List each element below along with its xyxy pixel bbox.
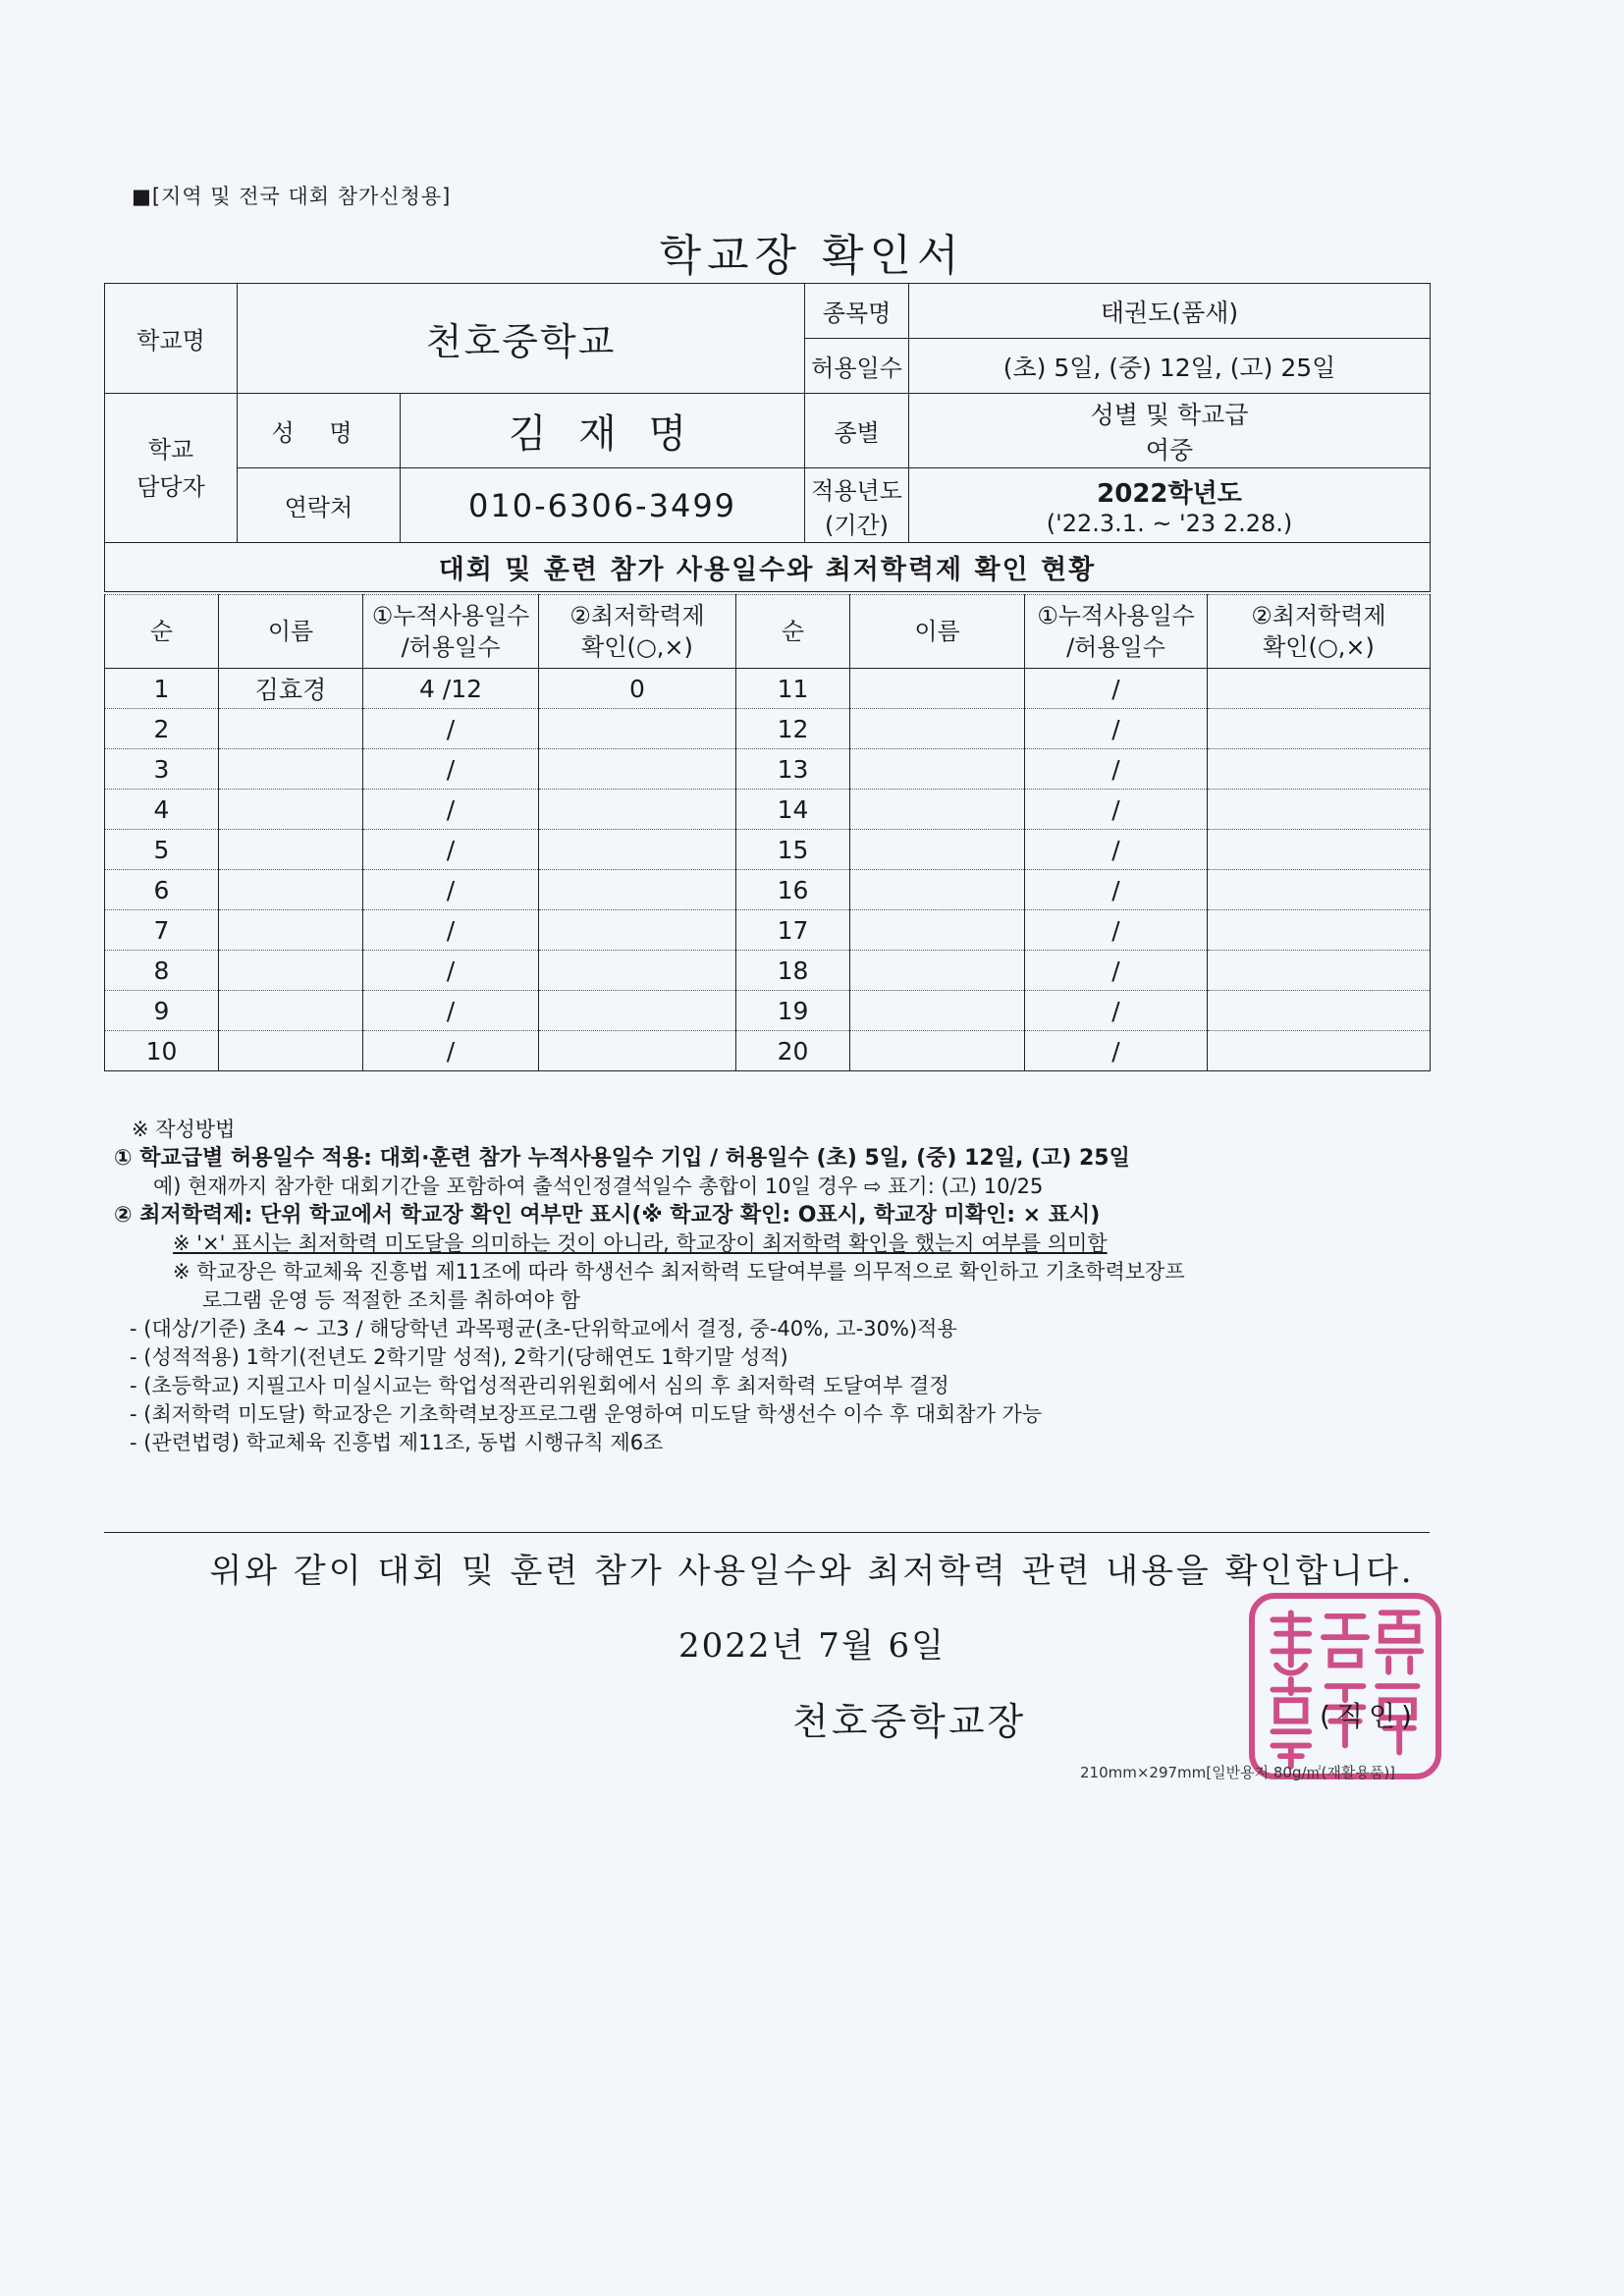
- document-title: 학교장 확인서: [659, 231, 965, 281]
- table-row: [105, 709, 1431, 749]
- academic-check: [539, 709, 736, 749]
- row-number: 19: [736, 991, 850, 1031]
- instruction-example: 예) 현재까지 참가한 대회기간을 포함하여 출석인정결석일수 총합이 10일 경우 ⇨ 표기: (고) 10/25: [153, 1175, 1044, 1198]
- student-name: [850, 1031, 1025, 1071]
- used-days: /: [1025, 830, 1208, 870]
- manager-name: 김 재 명: [401, 394, 805, 468]
- table-row: [105, 669, 1431, 709]
- academic-check: [1208, 749, 1431, 790]
- academic-check: [539, 910, 736, 951]
- confirmation-statement: 위와 같이 대회 및 훈련 참가 사용일수와 최저학력 관련 내용을 확인합니다.: [209, 1552, 1415, 1591]
- student-name: [219, 830, 363, 870]
- student-name: 김효경: [219, 669, 363, 709]
- header-check-right-line1: ②최저학력제: [1251, 602, 1386, 629]
- year-label-cell: [805, 468, 909, 543]
- issue-date: 2022년 7월 6일: [678, 1626, 946, 1666]
- student-name: [219, 991, 363, 1031]
- used-days: /: [1025, 790, 1208, 830]
- header-no-right: 순: [736, 595, 850, 669]
- year-label: 적용년도: [811, 476, 902, 505]
- instruction-note-1: ※ '×' 표시는 최저학력 미도달을 의미하는 것이 아니라, 학교장이 최저학력 확인을 했는지 여부를 의미함: [173, 1231, 1108, 1255]
- academic-year: 2022학년도: [1097, 479, 1242, 509]
- row-number: 18: [736, 951, 850, 991]
- sport-value: 태권도(품새): [909, 284, 1431, 339]
- student-name: [850, 749, 1025, 790]
- form-type-tag: ■[지역 및 전국 대회 참가신청용]: [132, 185, 452, 208]
- contact-number: 010-6306-3499: [401, 468, 805, 543]
- academic-check: [1208, 910, 1431, 951]
- student-name: [219, 790, 363, 830]
- student-name: [219, 910, 363, 951]
- academic-check: [1208, 830, 1431, 870]
- used-days: /: [1025, 951, 1208, 991]
- academic-check: [539, 991, 736, 1031]
- instruction-dash-4: - (최저학력 미도달) 학교장은 기초학력보장프로그램 운영하여 미도달 학생선수 이수 후 대회참가 가능: [130, 1402, 1043, 1426]
- student-name: [850, 790, 1025, 830]
- academic-check: [1208, 991, 1431, 1031]
- row-number: 4: [105, 790, 219, 830]
- year-cell: [909, 468, 1431, 543]
- academic-check: [539, 1031, 736, 1071]
- manager-label: 학교 담당자: [105, 394, 238, 543]
- row-number: 12: [736, 709, 850, 749]
- used-days: /: [1025, 669, 1208, 709]
- row-number: 3: [105, 749, 219, 790]
- instruction-dash-1: - (대상/기준) 초4 ~ 고3 / 해당학년 과목평균(초-단위학교에서 결정, 중-40%, 고-30%)적용: [130, 1317, 957, 1340]
- row-number: 17: [736, 910, 850, 951]
- header-days-right-line2: /허용일수: [1066, 633, 1165, 661]
- header-check-right: [1208, 595, 1431, 669]
- used-days: /: [363, 951, 539, 991]
- category-cell: [909, 394, 1431, 468]
- row-number: 1: [105, 669, 219, 709]
- header-days: [363, 595, 539, 669]
- used-days: /: [1025, 709, 1208, 749]
- row-number: 13: [736, 749, 850, 790]
- table-row: [105, 991, 1431, 1031]
- row-number: 5: [105, 830, 219, 870]
- section-title: 대회 및 훈련 참가 사용일수와 최저학력제 확인 현황: [105, 543, 1431, 592]
- instruction-dash-3: - (초등학교) 지필고사 미실시교는 학업성적관리위원회에서 심의 후 최저학력 도달여부 결정: [130, 1374, 949, 1397]
- student-name: [219, 709, 363, 749]
- table-row: [105, 790, 1431, 830]
- used-days: /: [363, 790, 539, 830]
- allowed-days-label: 허용일수: [805, 339, 909, 394]
- contact-label: 연락처: [238, 468, 401, 543]
- instructions: [114, 1116, 1420, 1457]
- used-days: /: [1025, 1031, 1208, 1071]
- used-days: /: [363, 1031, 539, 1071]
- student-table: [104, 594, 1431, 1071]
- header-days-right-line1: ①누적사용일수: [1037, 602, 1195, 629]
- instruction-dash-2: - (성적적용) 1학기(전년도 2학기말 성적), 2학기(당해연도 1학기말 성적): [130, 1345, 788, 1369]
- seal-mark: (직인): [1320, 1700, 1418, 1732]
- student-name: [219, 951, 363, 991]
- academic-check: 0: [539, 669, 736, 709]
- student-name: [850, 830, 1025, 870]
- instruction-item-2: ② 최저학력제: 단위 학교에서 학교장 확인 여부만 표시(※ 학교장 확인: O표시, 학교장 미확인: × 표시): [114, 1203, 1101, 1228]
- used-days: /: [363, 709, 539, 749]
- academic-check: [539, 870, 736, 910]
- header-days-right: [1025, 595, 1208, 669]
- category-value: 여중: [1145, 435, 1194, 465]
- instruction-item-1: ① 학교급별 허용일수 적용: 대회·훈련 참가 누적사용일수 기입 / 허용일수 (초) 5일, (중) 12일, (고) 25일: [114, 1146, 1130, 1171]
- table-row: [105, 910, 1431, 951]
- header-check-line2: 확인(○,×): [581, 633, 693, 661]
- paper-spec: 210mm×297mm[일반용지 80g/㎡(재활용품)]: [1080, 1764, 1396, 1781]
- row-number: 9: [105, 991, 219, 1031]
- school-label: 학교명: [105, 284, 238, 394]
- divider: [104, 1532, 1430, 1533]
- header-check-line1: ②최저학력제: [569, 602, 705, 629]
- academic-check: [1208, 709, 1431, 749]
- academic-check: [539, 790, 736, 830]
- academic-check: [1208, 870, 1431, 910]
- info-table: [104, 283, 1431, 592]
- header-name-right: 이름: [850, 595, 1025, 669]
- student-name: [850, 991, 1025, 1031]
- used-days: /: [1025, 910, 1208, 951]
- row-number: 7: [105, 910, 219, 951]
- used-days: /: [363, 910, 539, 951]
- instructions-title: ※ 작성방법: [132, 1118, 236, 1141]
- student-name: [219, 1031, 363, 1071]
- instruction-note-2: ※ 학교장은 학교체육 진흥법 제11조에 따라 학생선수 최저학력 도달여부를 의무적으로 확인하고 기초학력보장프: [173, 1260, 1185, 1284]
- allowed-days-value: (초) 5일, (중) 12일, (고) 25일: [909, 339, 1431, 394]
- table-row: [105, 951, 1431, 991]
- header-check-right-line2: 확인(○,×): [1263, 633, 1375, 661]
- academic-check: [1208, 790, 1431, 830]
- table-row: [105, 1031, 1431, 1071]
- academic-check: [539, 749, 736, 790]
- header-days-line1: ①누적사용일수: [371, 602, 530, 629]
- row-number: 6: [105, 870, 219, 910]
- student-name: [850, 669, 1025, 709]
- academic-check: [1208, 669, 1431, 709]
- instruction-note-2-cont: 로그램 운영 등 적절한 조치를 취하여야 함: [202, 1288, 580, 1312]
- category-label: 종별: [805, 394, 909, 468]
- student-name: [219, 749, 363, 790]
- academic-check: [539, 951, 736, 991]
- table-row: [105, 870, 1431, 910]
- signer-title: 천호중학교장: [792, 1700, 1027, 1743]
- academic-check: [539, 830, 736, 870]
- row-number: 10: [105, 1031, 219, 1071]
- used-days: /: [363, 870, 539, 910]
- row-number: 2: [105, 709, 219, 749]
- used-days: /: [1025, 991, 1208, 1031]
- student-name: [219, 870, 363, 910]
- used-days: /: [1025, 749, 1208, 790]
- sport-label: 종목명: [805, 284, 909, 339]
- header-no: 순: [105, 595, 219, 669]
- year-label-sub: (기간): [824, 511, 890, 539]
- student-name: [850, 709, 1025, 749]
- used-days: /: [363, 749, 539, 790]
- used-days: 4 /12: [363, 669, 539, 709]
- row-number: 8: [105, 951, 219, 991]
- row-number: 15: [736, 830, 850, 870]
- table-row: [105, 749, 1431, 790]
- used-days: /: [363, 991, 539, 1031]
- academic-period: ('22.3.1. ~ '23 2.28.): [1046, 510, 1293, 537]
- row-number: 20: [736, 1031, 850, 1071]
- category-criteria: 성별 및 학교급: [1090, 400, 1249, 429]
- student-name: [850, 870, 1025, 910]
- row-number: 16: [736, 870, 850, 910]
- academic-check: [1208, 951, 1431, 991]
- student-name: [850, 910, 1025, 951]
- official-seal: [1249, 1593, 1441, 1779]
- header-check: [539, 595, 736, 669]
- row-number: 11: [736, 669, 850, 709]
- table-row: [105, 830, 1431, 870]
- header-name: 이름: [219, 595, 363, 669]
- academic-check: [1208, 1031, 1431, 1071]
- seal-glyph-icon: [1255, 1599, 1435, 1774]
- instruction-dash-5: - (관련법령) 학교체육 진흥법 제11조, 동법 시행규칙 제6조: [130, 1431, 664, 1454]
- used-days: /: [1025, 870, 1208, 910]
- student-name: [850, 951, 1025, 991]
- header-days-line2: /허용일수: [401, 633, 501, 661]
- row-number: 14: [736, 790, 850, 830]
- name-label: 성 명: [238, 394, 401, 468]
- school-name: 천호중학교: [238, 284, 805, 394]
- used-days: /: [363, 830, 539, 870]
